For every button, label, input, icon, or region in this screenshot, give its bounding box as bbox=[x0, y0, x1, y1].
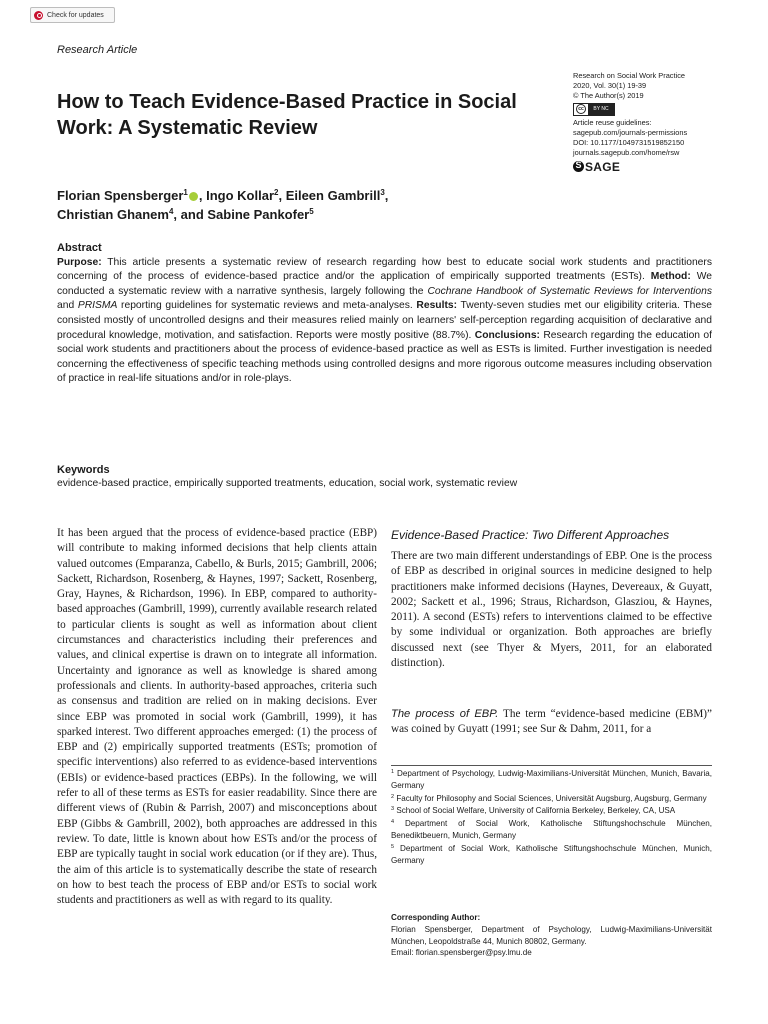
orcid-icon[interactable] bbox=[189, 192, 198, 201]
corresponding-heading: Corresponding Author: bbox=[391, 913, 481, 922]
method-text-end: reporting guidelines for systematic reviews and meta-analyses. bbox=[121, 300, 413, 312]
footnote bbox=[391, 768, 712, 792]
cc-circle-icon: cc bbox=[576, 104, 586, 114]
footnote-number: 4 bbox=[391, 819, 395, 826]
footnote-number: 1 bbox=[391, 769, 395, 775]
corresponding-email[interactable]: Email: florian.spensberger@psy.lmu.de bbox=[391, 948, 532, 958]
author-name[interactable]: Florian Spensberger bbox=[57, 188, 184, 203]
license-badge-text: BY NC bbox=[588, 104, 614, 115]
affiliation-footnotes bbox=[391, 768, 712, 867]
author-name[interactable]: Eileen Gambrill bbox=[285, 188, 381, 203]
journal-name: Research on Social Work Practice bbox=[573, 71, 685, 80]
author-affiliation: 4 bbox=[168, 207, 174, 216]
author-name[interactable]: Sabine Pankofer bbox=[207, 207, 310, 222]
conclusions-text: Research regarding the education of social work students and practitioners about the process of evidence-based practice as well as ESTs is limited. Further investigation is needed concerning the effectiveness of specific teaching methods using controlled designs and more rigorous outcome measures including observation of practice in real-life situations and/or in role-plays. bbox=[57, 329, 712, 385]
abstract bbox=[57, 241, 712, 387]
footnote-text: School of Social Welfare, University of California Berkeley, Berkeley, CA, USA bbox=[396, 806, 676, 816]
copyright: © The Author(s) 2019 bbox=[573, 91, 644, 101]
author-name[interactable]: Christian Ghanem bbox=[57, 207, 169, 222]
crossmark-icon bbox=[34, 11, 43, 20]
check-for-updates-label: Check for updates bbox=[47, 11, 104, 19]
method-text: We conducted a systematic review with a narrative synthesis, largely following the bbox=[57, 271, 712, 297]
results-label: Results: bbox=[416, 300, 458, 312]
keywords-text: evidence-based practice, empirically supported treatments, education, social work, systematic review bbox=[57, 478, 518, 489]
publisher-name: SAGE bbox=[585, 159, 621, 174]
section-heading: Evidence-Based Practice: Two Different Approaches bbox=[391, 528, 670, 542]
doi[interactable]: DOI: 10.1177/1049731519852150 bbox=[573, 138, 685, 148]
abstract-heading: Abstract bbox=[57, 242, 102, 254]
results-text: Twenty-seven studies met our eligibility criteria. These consisted mostly of uncontrolled designs and their measures relied mainly on learners' self-perception regarding acquisition of declarative and procedural knowledge, motivation, and satisfaction. Reports were mostly positive (88.7%). bbox=[57, 300, 712, 341]
author-affiliation: 1 bbox=[183, 188, 188, 197]
keywords-heading: Keywords bbox=[57, 464, 110, 476]
footnote-number: 3 bbox=[391, 806, 395, 813]
sage-icon bbox=[573, 161, 584, 172]
conclusions-label: Conclusions: bbox=[474, 329, 540, 341]
footnote bbox=[391, 843, 712, 867]
author-affiliation: 5 bbox=[309, 207, 314, 216]
journal-info bbox=[573, 71, 743, 172]
journal-home-link[interactable]: journals.sagepub.com/home/rsw bbox=[573, 148, 680, 158]
method-handbook: Cochrane Handbook of Systematic Reviews for Interventions bbox=[427, 285, 712, 297]
body-left-column: It has been argued that the process of evidence-based practice (EBP) will contribute to making informed decisions that help clients attain valued outcomes (Emparanza, Cabello, & Burls, 2015; Gambrill, 2006; Sackett, Richardson, Rosenberg, & Haynes, 1997; Sackett, Rosenberg, Gray, Haynes, & Richardson, 1996). In EBP, compared to authority-based approaches (Gambrill, 1999), currently available research related to particular clients is sought as well as information about client circumstances and characteristics including their preferences and values, and clinical expertise is drawn on to integrate all information. Uncertainty and ignorance as well as knowledge is shared among professionals and clients. In authority-based approaches, criteria such as consensus and tradition are relied on in making decisions. Ever since EBP was promoted in social work (Gambrill, 1999), it has sparked interest. Two different approaches emerged: (1) the process of EBP and (2) empirically supported treatments (ESTs; promotion of specific interventions) also referred to as evidence-based interventions (EBIs) or evidence-based practices (EBPs). In the following, we will refer to all of these terms as ESTs for easier readability. Since there are different views of (Rubin & Parrish, 2007) and misconceptions about EBP (Gibbs & Gambrill, 2002), both approaches are addressed in this review. To date, little is known about how ESTs and/or the process of EBP are typically taught in social work education (or if they are). Thus, the aim of this article is to systematically describe the state of research on how to best teach the process of EBP and/or ESTs to social work students and practitioners as well as with regard to its quality. bbox=[57, 527, 377, 907]
method-label: Method: bbox=[650, 271, 691, 283]
footnote-text: Faculty for Philosophy and Social Sciences, Universität Augsburg, Augsburg, Germany bbox=[396, 793, 707, 803]
process-paragraph bbox=[391, 707, 712, 738]
author-affiliation: 3 bbox=[380, 188, 385, 197]
author-name[interactable]: Ingo Kollar bbox=[206, 188, 274, 203]
footnote-number: 2 bbox=[391, 793, 395, 800]
section-intro-paragraph: There are two main different understandings of EBP. One is the process of EBP as described in original sources in medicine designed to help practitioners make informed decisions (Haynes, Devereaux, & Guyatt, 2002; Sackett et al., 1996; Straus, Richardson, Glasziou, & Haynes, 2011). A second (ESTs) refers to interventions claimed to be effective by some individual or organization. Both approaches are briefly discussed next (see Thyer & Myers, 2011, for an elaborated distinction). bbox=[391, 550, 712, 670]
process-run-in-heading: The process of EBP. bbox=[391, 708, 499, 720]
journal-volume: 2020, Vol. 30(1) 19-39 bbox=[573, 81, 647, 91]
method-and: and bbox=[57, 300, 75, 312]
sage-logo bbox=[573, 161, 743, 172]
keywords bbox=[57, 463, 712, 491]
check-for-updates-button[interactable] bbox=[30, 7, 115, 23]
footnote bbox=[391, 818, 712, 842]
author-affiliation: 2 bbox=[274, 188, 279, 197]
reuse-label: Article reuse guidelines: bbox=[573, 117, 652, 127]
purpose-label: Purpose: bbox=[57, 256, 102, 268]
footnote-number: 5 bbox=[391, 843, 395, 850]
footnote bbox=[391, 805, 712, 817]
corresponding-text: Florian Spensberger, Department of Psychology, Ludwig-Maximilians-Universität München, Leopoldstraße 44, Munich 80802, Germany. bbox=[391, 924, 712, 946]
article-type: Research Article bbox=[57, 44, 138, 56]
footnote-divider bbox=[391, 765, 712, 766]
footnote-text: Department of Social Work, Katholische Stiftungshochschule München, Munich, Germany bbox=[391, 843, 712, 865]
process-text: The term “evidence-based medicine (EBM)” was coined by Guyatt (1991; see Sur & Dahm, 2011, for a bbox=[391, 708, 712, 736]
method-prisma: PRISMA bbox=[77, 300, 118, 312]
footnote-text: Department of Social Work, Katholische Stiftungshochschule München, Benediktbeuern, Munich, Germany bbox=[391, 819, 713, 840]
author-list: Florian Spensberger$^1$ , Ingo Kollar$^2$, Eileen Gambrill$^3$, Christian Ghanem$^4$, and Sabine Pankofer$^5$ bbox=[57, 188, 389, 222]
paper-title: How to Teach Evidence-Based Practice in Social Work: A Systematic Review bbox=[57, 91, 517, 139]
footnote bbox=[391, 793, 712, 805]
cc-license-icon[interactable] bbox=[573, 103, 615, 116]
purpose-text: This article presents a systematic review of research regarding how best to educate social work students and practitioners concerning of the process of evidence-based practice and/or the application of empirically supported treatments (ESTs). bbox=[57, 256, 712, 283]
footnote-text: Department of Psychology, Ludwig-Maximilians-Universität München, Munich, Bavaria, Germany bbox=[391, 769, 712, 790]
reuse-link[interactable]: sagepub.com/journals-permissions bbox=[573, 127, 688, 137]
corresponding-author bbox=[391, 912, 712, 959]
